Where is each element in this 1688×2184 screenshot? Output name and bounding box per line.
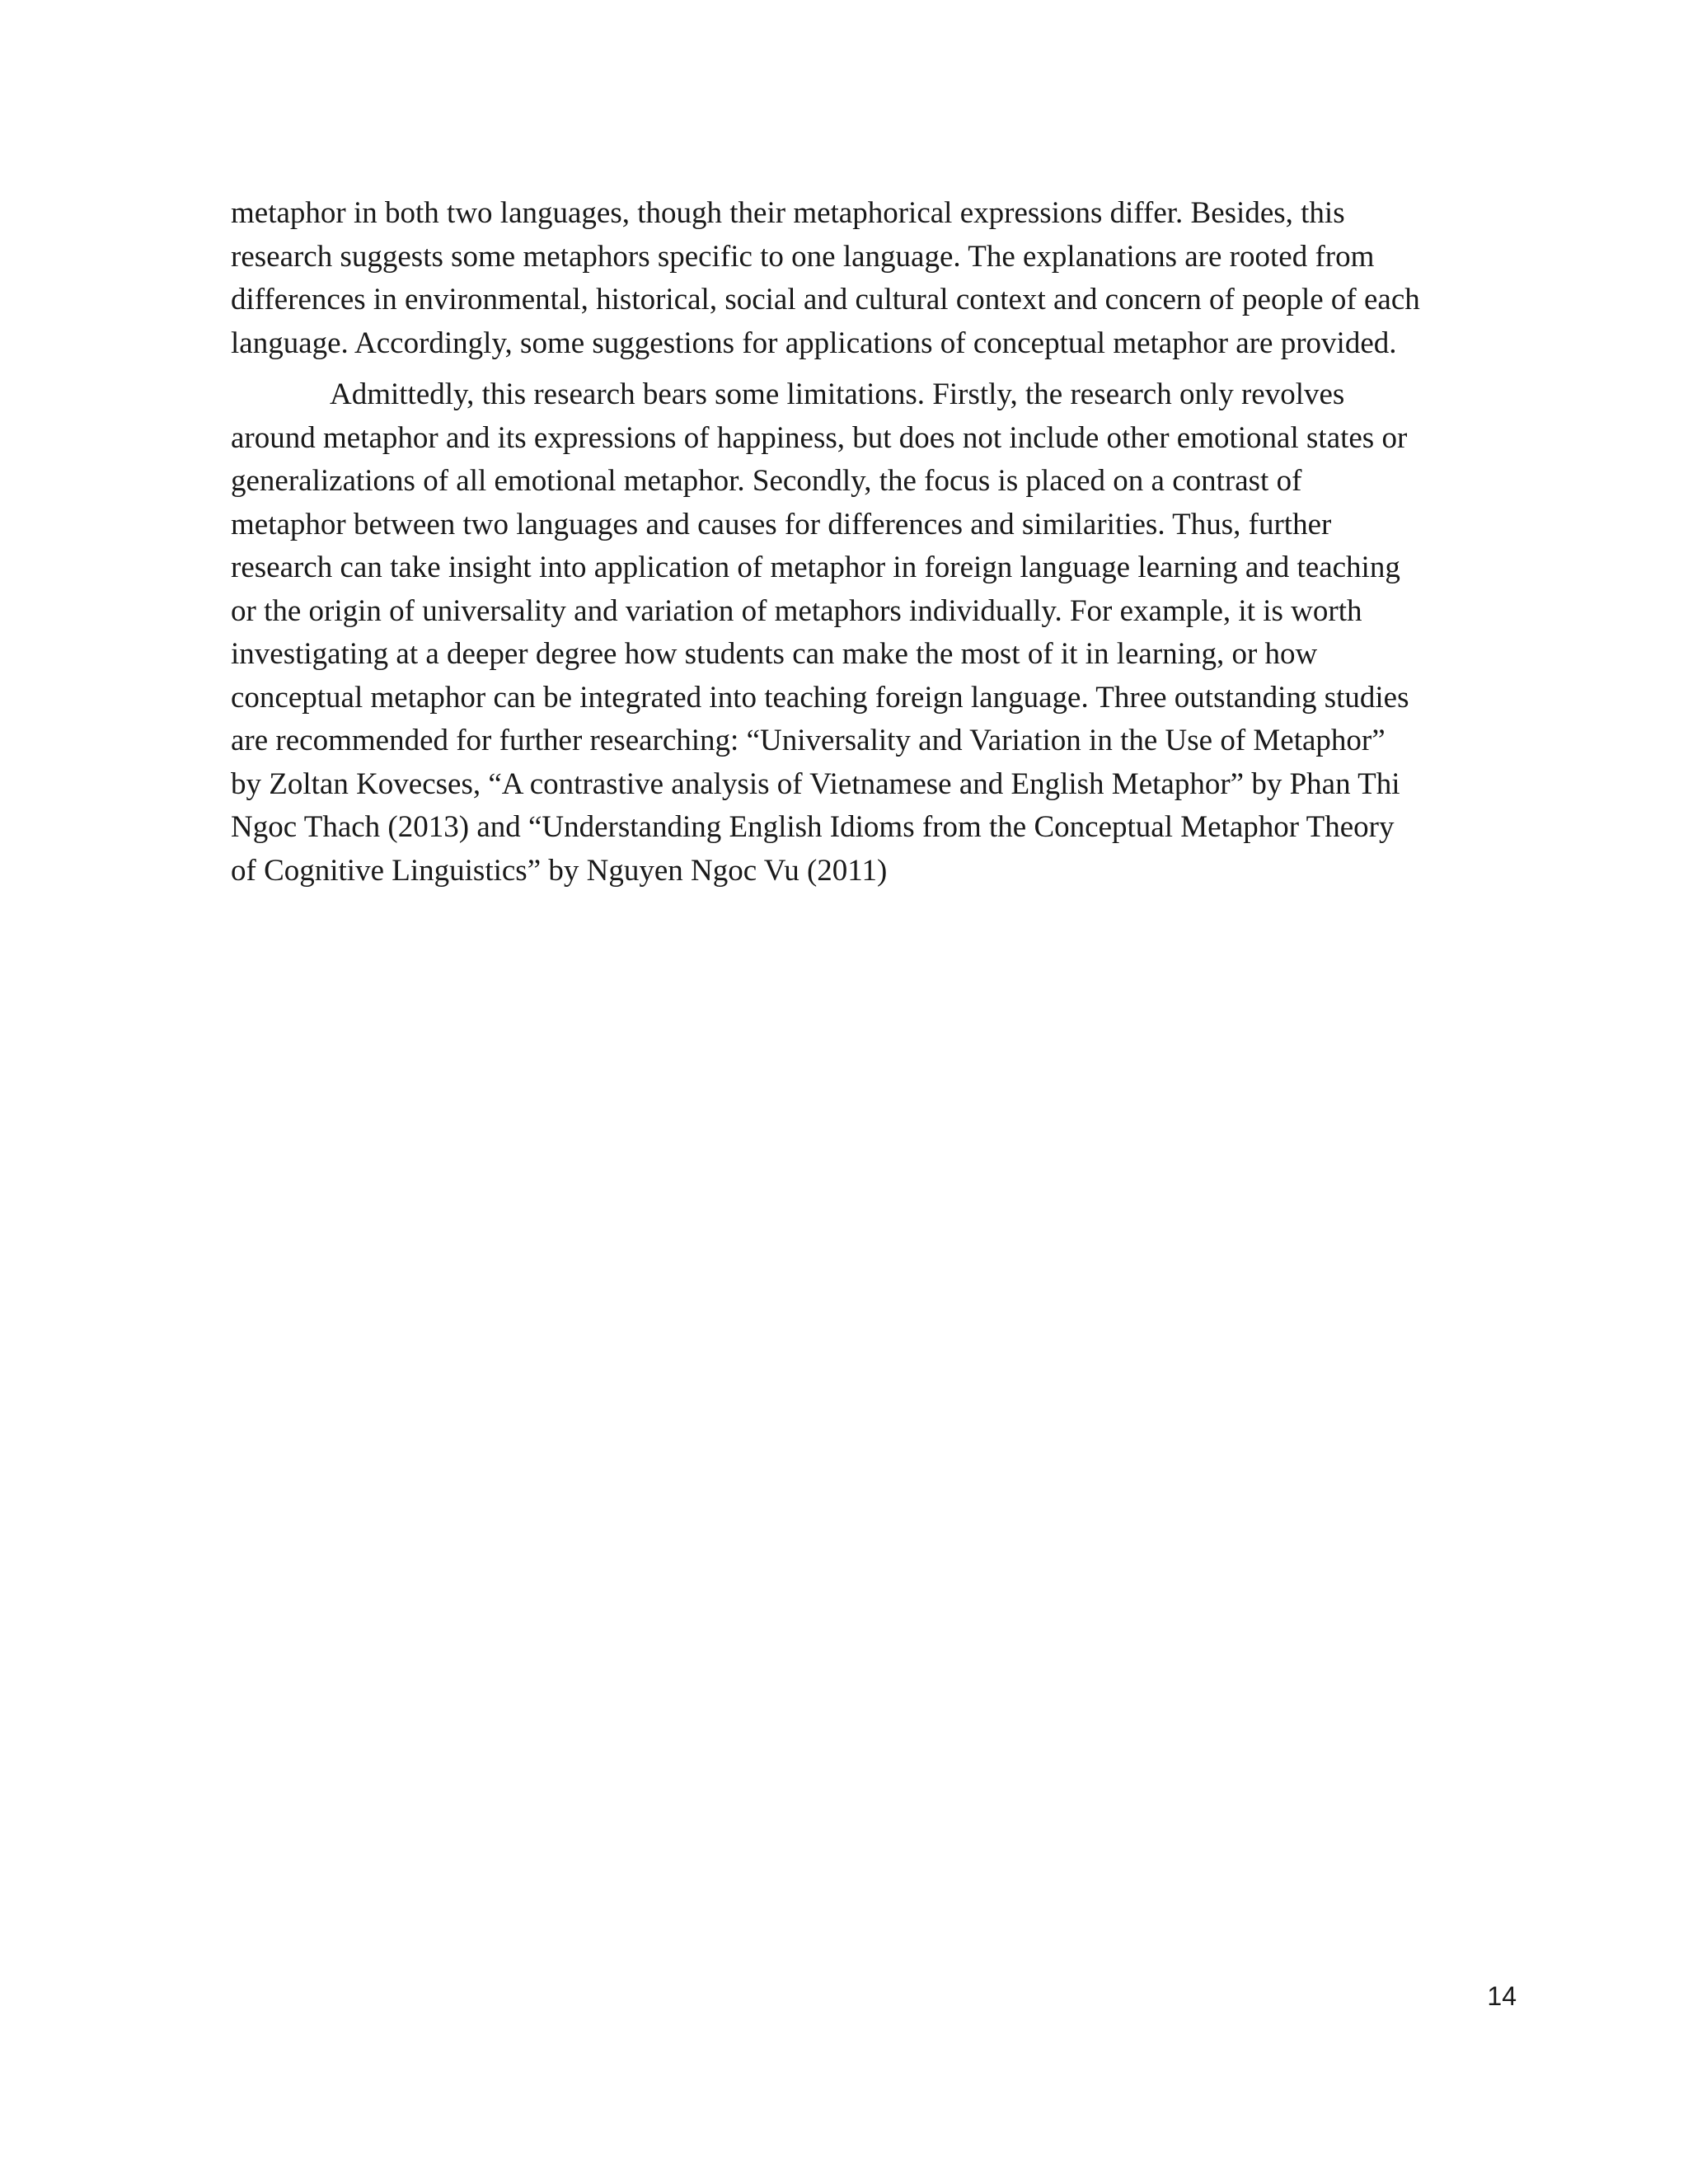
text-line: Admittedly, this research bears some limitations. Firstly, the research only revolves: [330, 377, 1345, 411]
text-line: conceptual metaphor can be integrated into teaching foreign language. Three outstanding studies: [231, 680, 1409, 715]
text-line: research can take insight into application of metaphor in foreign language learning and teaching: [231, 551, 1400, 584]
text-line: generalizations of all emotional metaphor. Secondly, the focus is placed on a contrast of: [231, 464, 1302, 498]
body-text: [231, 192, 1517, 893]
text-line: Ngoc Thach (2013) and “Understanding English Idioms from the Conceptual Metaphor Theory: [231, 810, 1395, 844]
text-line: investigating at a deeper degree how students can make the most of it in learning, or how: [231, 637, 1318, 671]
text-line: research suggests some metaphors specific to one language. The explanations are rooted from: [231, 239, 1375, 274]
text-line: differences in environmental, historical, social and cultural context and concern of people of each: [231, 283, 1420, 316]
text-line: language. Accordingly, some suggestions for applications of conceptual metaphor are provided.: [231, 326, 1397, 360]
text-line: of Cognitive Linguistics” by Nguyen Ngoc Vu (2011): [231, 853, 888, 888]
paragraph-2: [231, 373, 1517, 893]
paragraph-1: [231, 192, 1517, 365]
text-line: are recommended for further researching: “Universality and Variation in the Use of Metaphor”: [231, 724, 1386, 757]
text-line: or the origin of universality and variation of metaphors individually. For example, it is worth: [231, 593, 1362, 628]
text-line: by Zoltan Kovecses, “A contrastive analysis of Vietnamese and English Metaphor” by Phan Thi: [231, 766, 1400, 801]
page-number: 14: [1487, 1981, 1517, 2011]
text-line: metaphor between two languages and causes for differences and similarities. Thus, further: [231, 507, 1332, 541]
paragraph-spacer: [231, 365, 1517, 373]
text-line: metaphor in both two languages, though their metaphorical expressions differ. Besides, this: [231, 196, 1345, 230]
text-line: around metaphor and its expressions of happiness, but does not include other emotional states or: [231, 420, 1408, 455]
